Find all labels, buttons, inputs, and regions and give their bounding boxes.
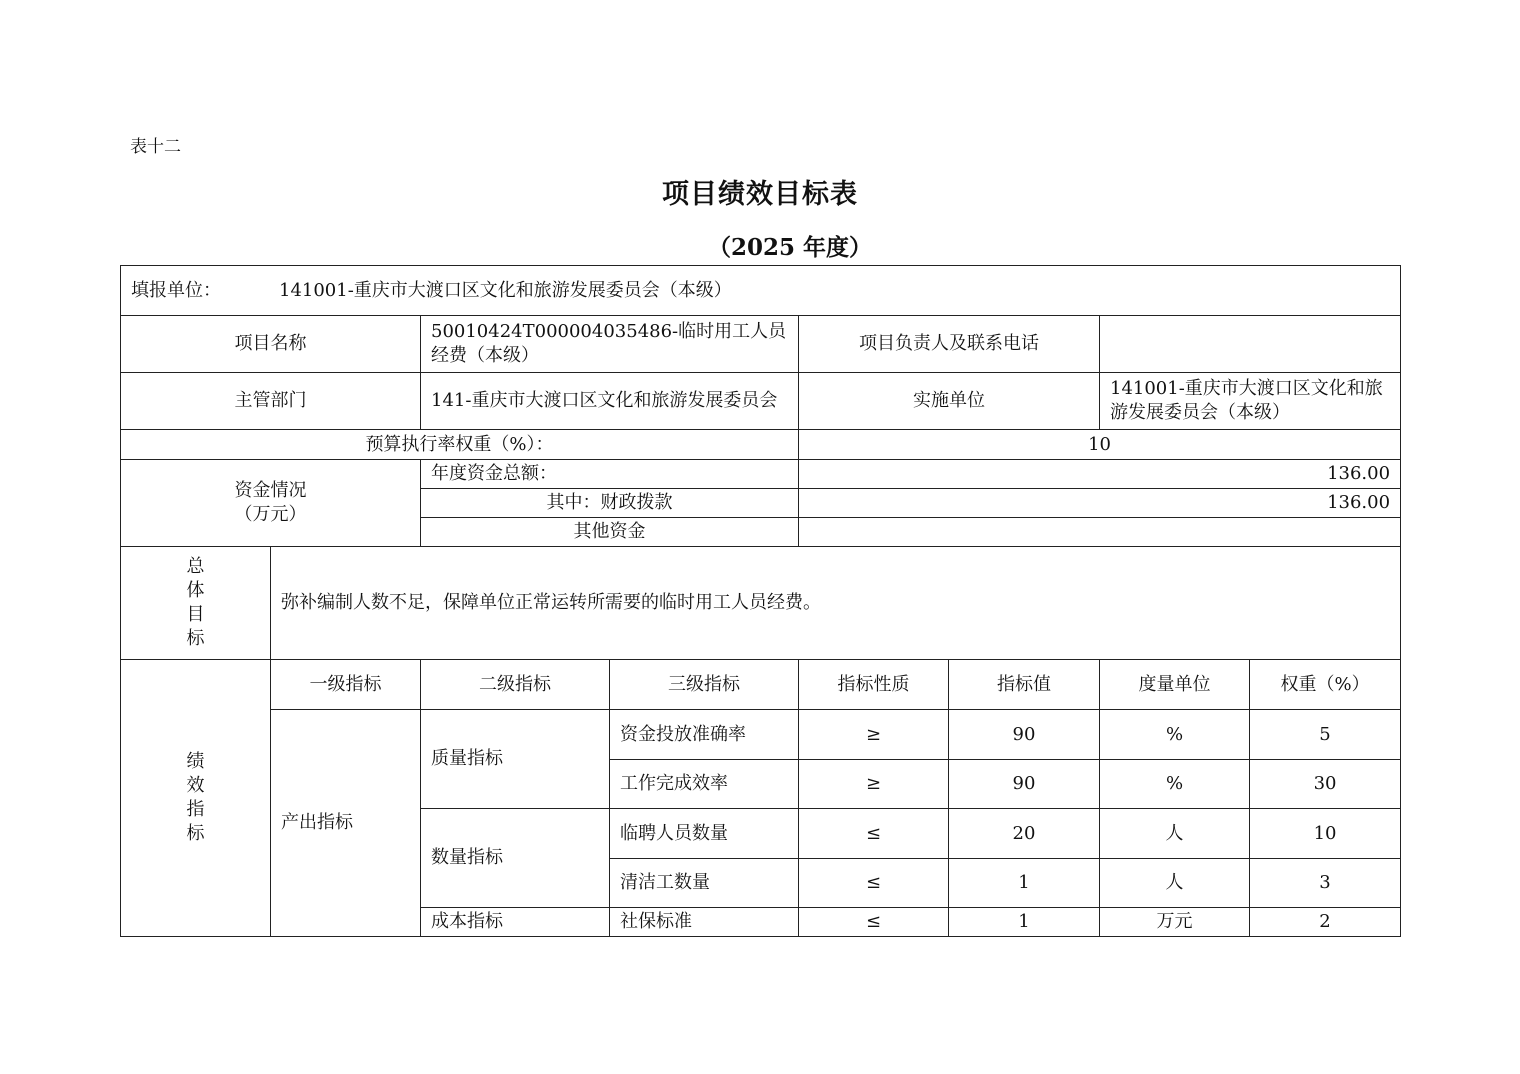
indicator-name: 临聘人员数量 xyxy=(610,809,799,859)
funds-other-label: 其他资金 xyxy=(421,518,799,547)
header-weight: 权重（%） xyxy=(1250,660,1401,710)
filing-unit-row xyxy=(121,266,1401,316)
performance-label-char: 标 xyxy=(186,823,205,844)
level1-output: 产出指标 xyxy=(271,710,421,937)
indicator-name: 清洁工数量 xyxy=(610,859,799,908)
indicator-weight: 10 xyxy=(1250,809,1401,859)
overall-goal-char: 体 xyxy=(186,580,205,601)
indicator-nature: ≤ xyxy=(799,908,949,937)
header-level3: 三级指标 xyxy=(610,660,799,710)
indicator-nature: ≥ xyxy=(799,760,949,809)
performance-label-char: 效 xyxy=(186,775,205,796)
overall-goal-char: 目 xyxy=(186,604,205,625)
funds-total-value: 136.00 xyxy=(799,460,1401,489)
document-title: 项目绩效目标表 xyxy=(662,179,858,210)
filing-unit-label: 填报单位： xyxy=(131,279,221,301)
indicator-value: 90 xyxy=(949,710,1100,760)
indicator-unit: % xyxy=(1100,710,1250,760)
header-value: 指标值 xyxy=(949,660,1100,710)
department-row xyxy=(121,373,1401,430)
indicator-unit: 万元 xyxy=(1100,908,1250,937)
indicator-value: 90 xyxy=(949,760,1100,809)
indicator-unit: 人 xyxy=(1100,859,1250,908)
indicator-unit: % xyxy=(1100,760,1250,809)
indicator-nature: ≤ xyxy=(799,859,949,908)
indicator-unit: 人 xyxy=(1100,809,1250,859)
funds-fiscal-value: 136.00 xyxy=(799,489,1401,518)
indicator-weight: 3 xyxy=(1250,859,1401,908)
department-label: 主管部门 xyxy=(121,373,421,430)
document-year: （2025 年度） xyxy=(707,234,873,261)
header-unit: 度量单位 xyxy=(1100,660,1250,710)
project-name-row xyxy=(121,316,1401,373)
indicator-header-row xyxy=(121,660,1401,710)
indicator-nature: ≤ xyxy=(799,809,949,859)
level2-quality: 质量指标 xyxy=(421,710,610,809)
overall-goal-char: 标 xyxy=(186,628,205,649)
indicator-value: 1 xyxy=(949,908,1100,937)
overall-goal-char: 总 xyxy=(186,556,205,577)
performance-target-table xyxy=(120,265,1401,937)
indicator-weight: 30 xyxy=(1250,760,1401,809)
header-level2: 二级指标 xyxy=(421,660,610,710)
department-value: 141-重庆市大渡口区文化和旅游发展委员会 xyxy=(421,373,799,430)
funds-label: 资金情况 xyxy=(234,480,307,501)
overall-goal-text: 弥补编制人数不足，保障单位正常运转所需要的临时用工人员经费。 xyxy=(271,547,1401,660)
performance-label-char: 指 xyxy=(186,799,205,820)
funds-other-value xyxy=(799,518,1401,547)
indicator-name: 资金投放准确率 xyxy=(610,710,799,760)
indicator-value: 1 xyxy=(949,859,1100,908)
level2-quantity: 数量指标 xyxy=(421,809,610,908)
budget-rate-label: 预算执行率权重（%）： xyxy=(121,430,799,460)
performance-indicator-label xyxy=(121,660,271,937)
filing-unit-cell xyxy=(121,266,1401,316)
budget-rate-row xyxy=(121,430,1401,460)
funds-total-label: 年度资金总额： xyxy=(421,460,799,489)
header-nature: 指标性质 xyxy=(799,660,949,710)
funds-total-row xyxy=(121,460,1401,489)
level2-cost: 成本指标 xyxy=(421,908,610,937)
indicator-weight: 5 xyxy=(1250,710,1401,760)
funds-label-cell xyxy=(121,460,421,547)
indicator-name: 社保标准 xyxy=(610,908,799,937)
table-row xyxy=(121,710,1401,760)
implementing-unit-value: 141001-重庆市大渡口区文化和旅游发展委员会（本级） xyxy=(1100,373,1401,430)
funds-fiscal-label: 其中：财政拨款 xyxy=(421,489,799,518)
project-contact-value xyxy=(1100,316,1401,373)
indicator-weight: 2 xyxy=(1250,908,1401,937)
header-level1: 一级指标 xyxy=(271,660,421,710)
overall-goal-row xyxy=(121,547,1401,660)
implementing-unit-label: 实施单位 xyxy=(799,373,1100,430)
project-contact-label: 项目负责人及联系电话 xyxy=(799,316,1100,373)
project-name-label: 项目名称 xyxy=(121,316,421,373)
indicator-nature: ≥ xyxy=(799,710,949,760)
filing-unit-value: 141001-重庆市大渡口区文化和旅游发展委员会（本级） xyxy=(279,279,732,301)
performance-label-char: 绩 xyxy=(186,751,205,772)
indicator-value: 20 xyxy=(949,809,1100,859)
funds-unit: （万元） xyxy=(234,504,307,525)
indicator-name: 工作完成效率 xyxy=(610,760,799,809)
overall-goal-label xyxy=(121,547,271,660)
table-number: 表十二 xyxy=(130,137,181,157)
budget-rate-value: 10 xyxy=(799,430,1401,460)
project-name-value: 50010424T000004035486-临时用工人员经费（本级） xyxy=(421,316,799,373)
